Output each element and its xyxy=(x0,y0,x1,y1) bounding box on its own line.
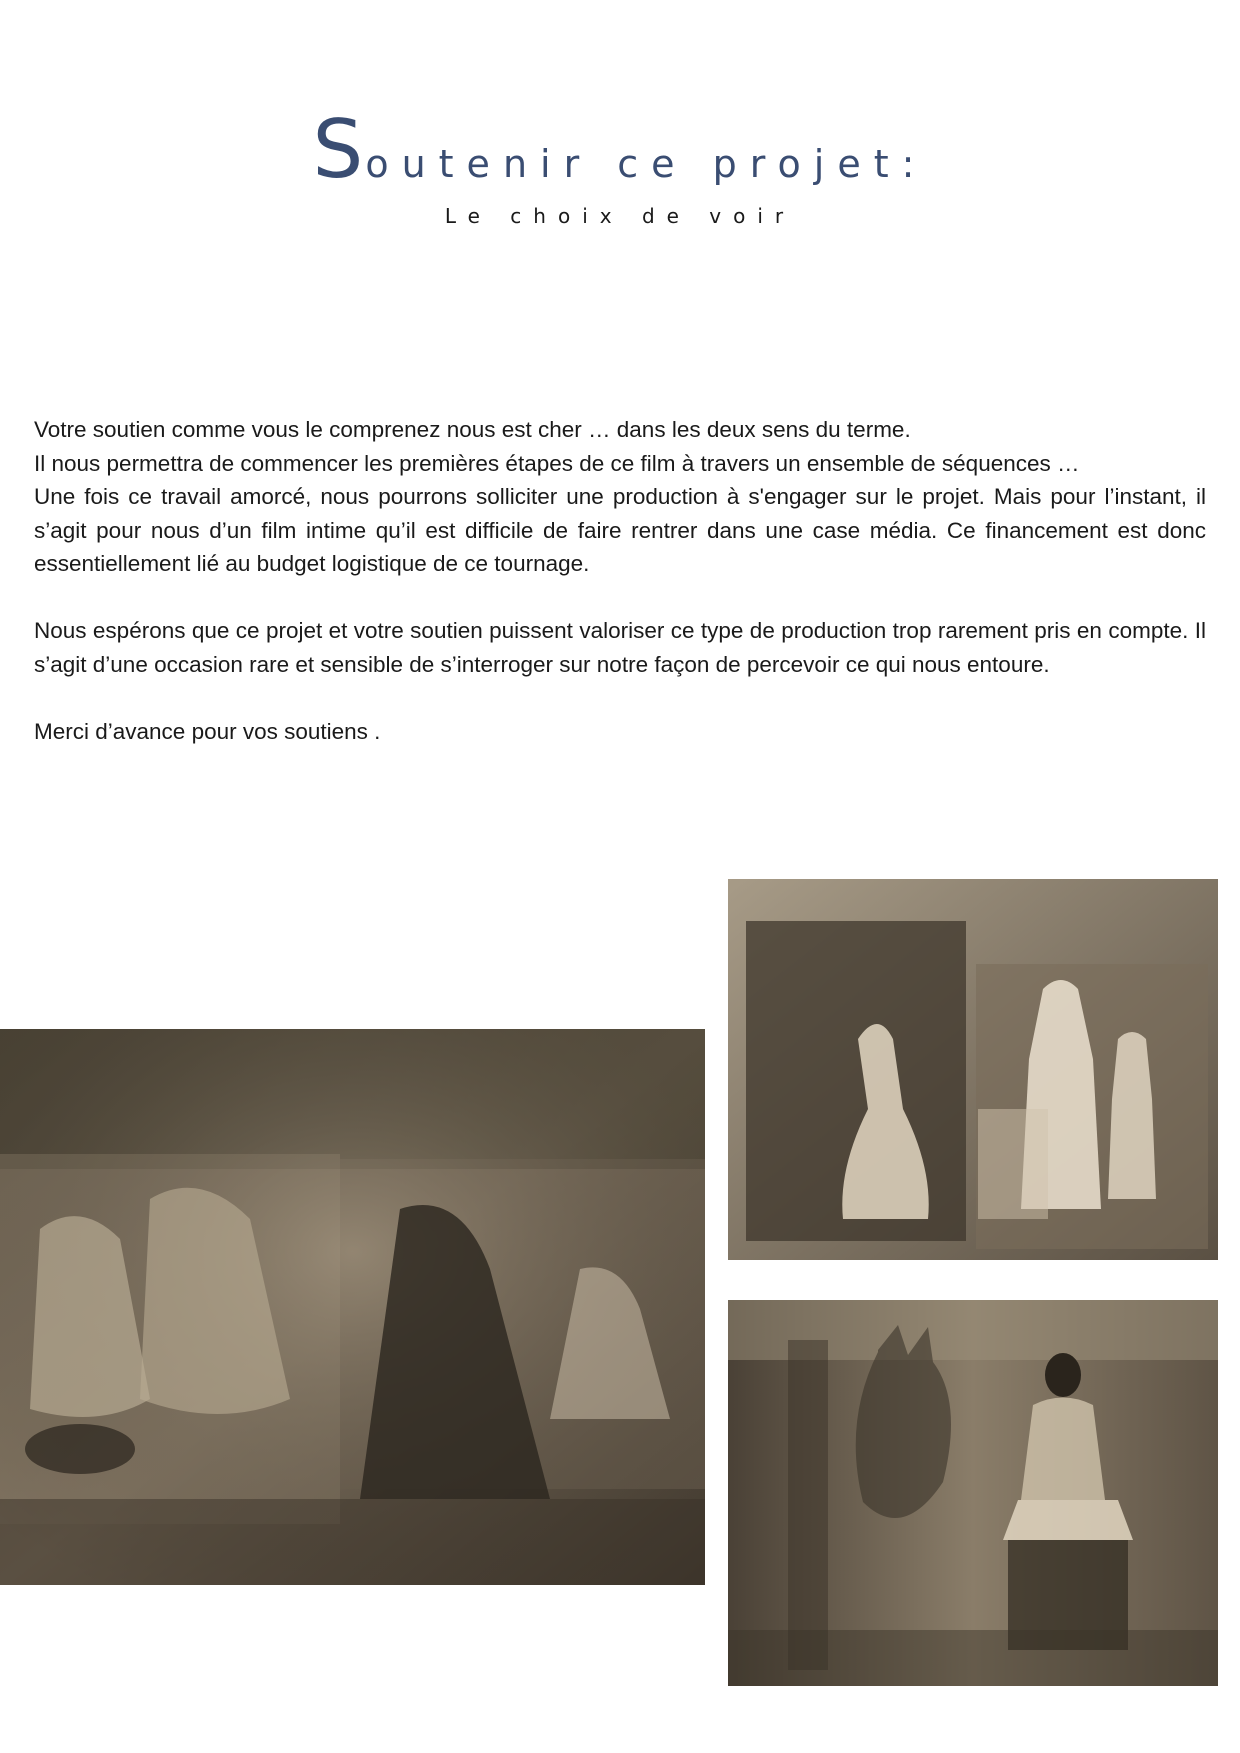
paragraph-1 xyxy=(34,413,1206,581)
page-title xyxy=(0,103,1240,196)
photo-bottom-right-image xyxy=(728,1300,1218,1686)
page-subtitle: Le choix de voir xyxy=(444,204,796,228)
paragraph-line: Une fois ce travail amorcé, nous pourrons solliciter une production à s'engager sur le projet. Mais pour l’instant, il s’agit pour nous d’un film intime qu’il est difficile de faire rentrer dans une case média. Ce financement est donc essentiellement lié au budget logistique de ce tournage. xyxy=(34,484,1206,576)
paragraph-line: Nous espérons que ce projet et votre soutien puissent valoriser ce type de production trop rarement pris en compte. Il s’agit d’une occasion rare et sensible de s’interroger sur notre façon de percevoir ce qui nous entoure. xyxy=(34,618,1206,677)
photo-top-right-image xyxy=(728,879,1218,1260)
photo-left-image xyxy=(0,1029,705,1585)
title-rest: outenir ce projet: xyxy=(365,142,928,186)
paragraph-line: Merci d’avance pour vos soutiens . xyxy=(34,718,381,744)
photo-seated-woman xyxy=(728,1300,1218,1686)
title-initial: S xyxy=(312,103,366,196)
paragraph-line: Votre soutien comme vous le comprenez nous est cher … dans les deux sens du terme. xyxy=(34,417,911,442)
photo-collage-masked-dancers xyxy=(0,1029,705,1585)
photo-women-in-white xyxy=(728,879,1218,1260)
body-text xyxy=(34,413,1206,782)
paragraph-line: Il nous permettra de commencer les premières étapes de ce film à travers un ensemble de séquences … xyxy=(34,450,1080,476)
title-block xyxy=(0,103,1240,228)
paragraph-3 xyxy=(34,715,1206,749)
paragraph-2 xyxy=(34,614,1206,681)
